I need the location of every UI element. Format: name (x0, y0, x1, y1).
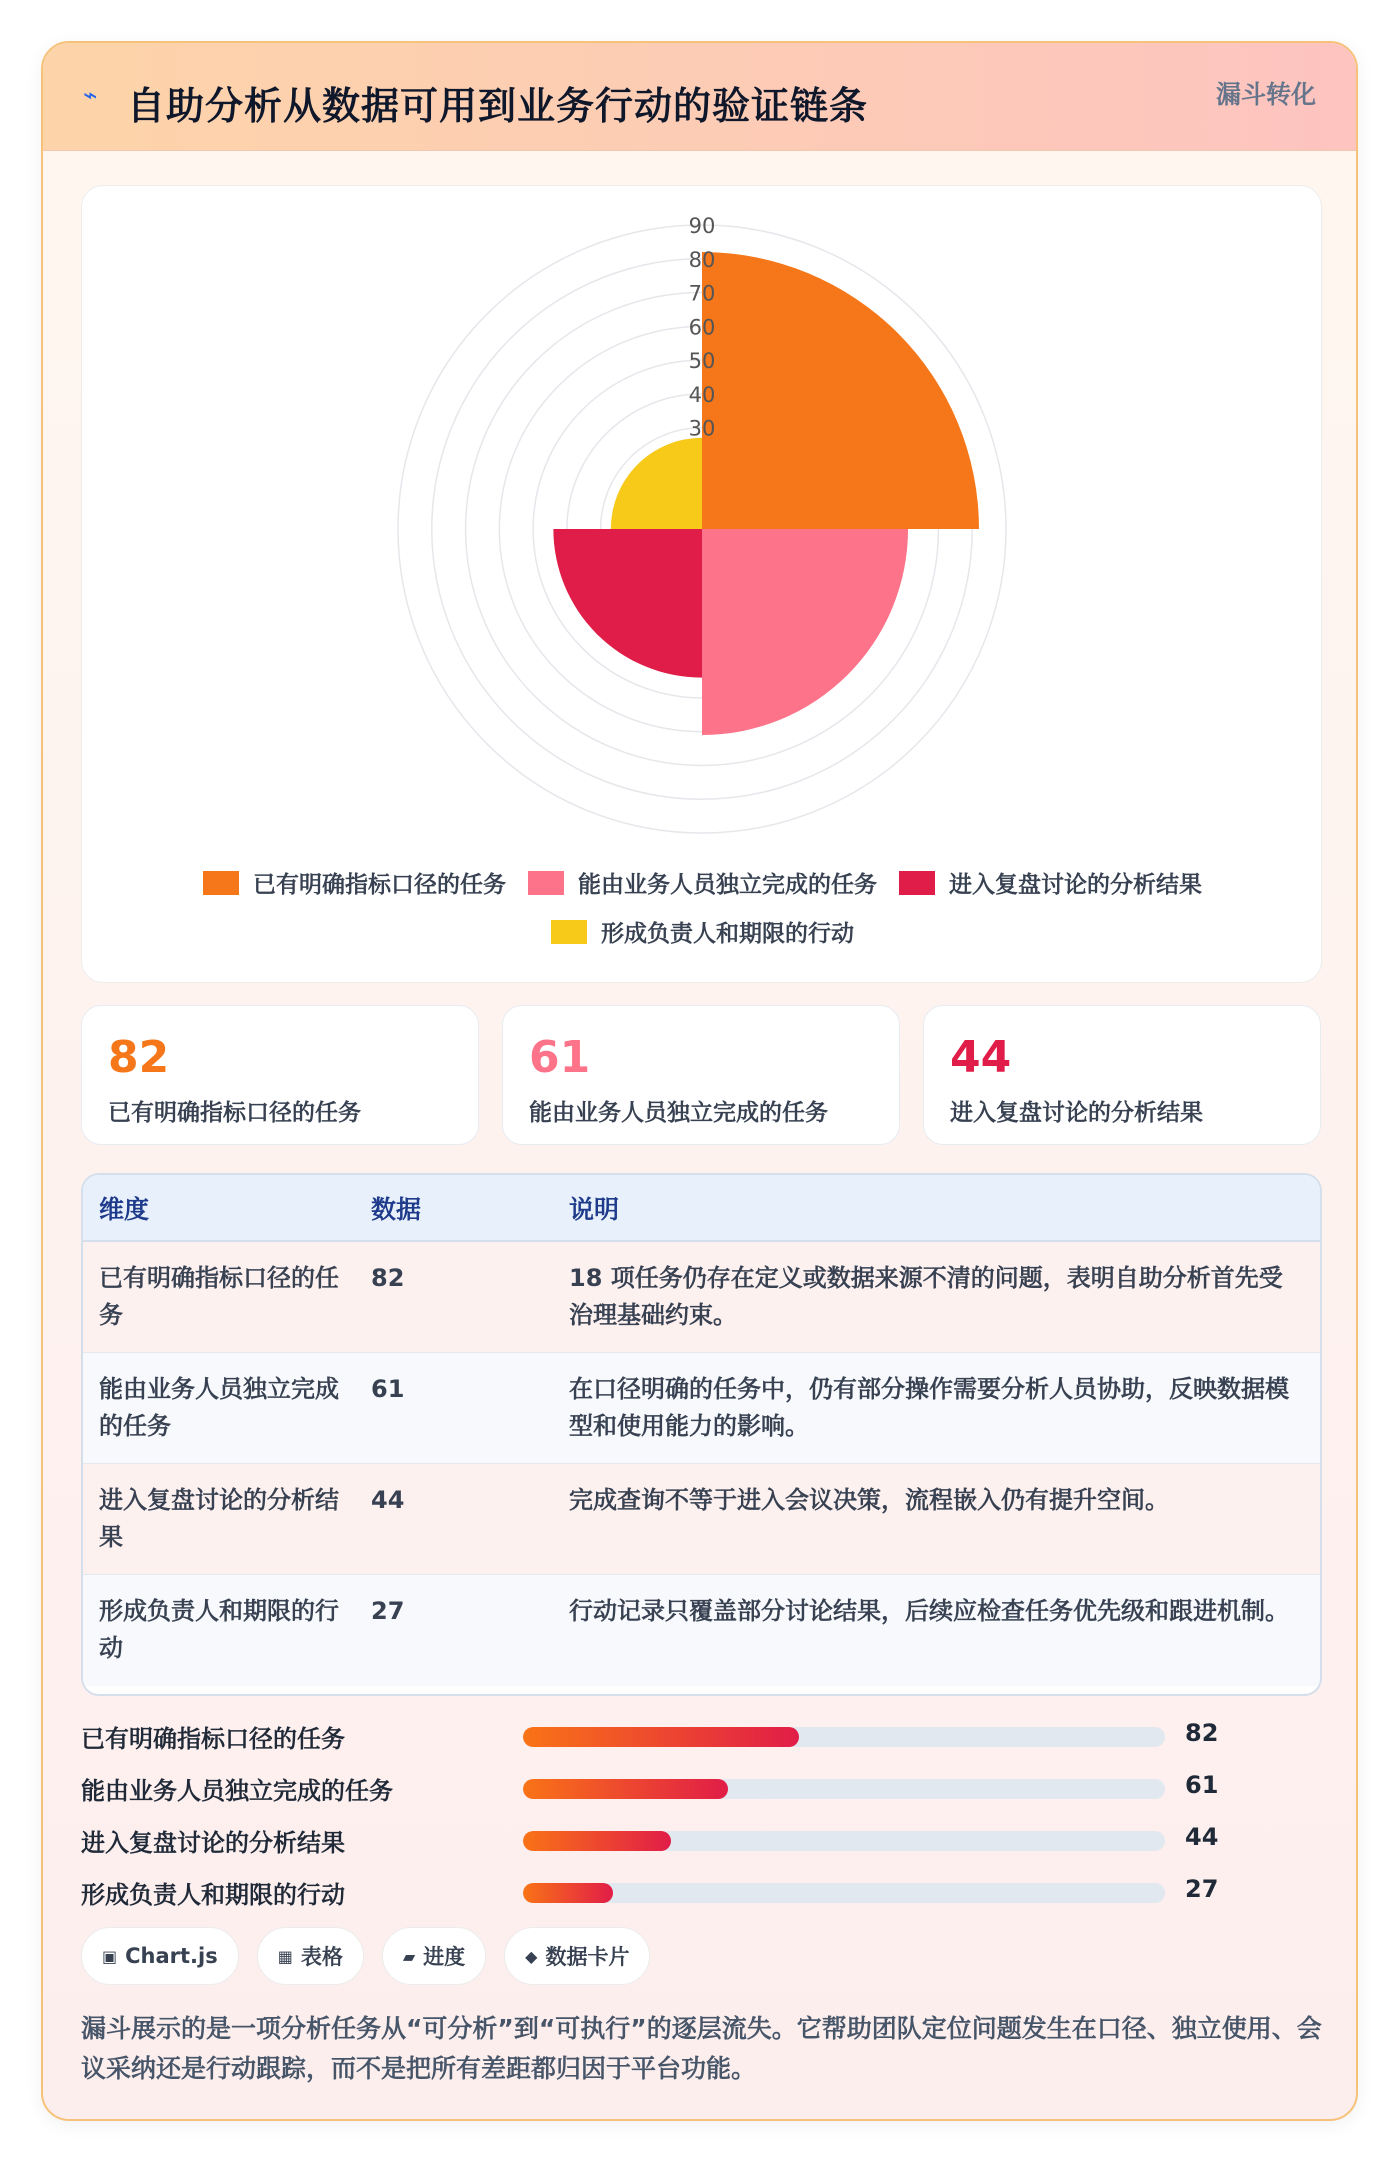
progress-fill (523, 1727, 799, 1747)
table-cell-value: 82 (355, 1241, 553, 1353)
table-cell-dimension: 能由业务人员独立完成的任务 (83, 1353, 355, 1464)
tech-chips (81, 1927, 650, 1985)
legend-item[interactable] (528, 866, 877, 899)
chip-label: Chart.js (125, 1944, 218, 1968)
table-header-row (83, 1175, 1320, 1241)
progress-fill (523, 1779, 728, 1799)
chart-legend (82, 866, 1323, 964)
progress-row (81, 1711, 1322, 1763)
column-header: 说明 (553, 1175, 1320, 1241)
progress-label: 已有明确指标口径的任务 (81, 1725, 345, 1753)
table-cell-value: 61 (355, 1353, 553, 1464)
chip-label: 数据卡片 (545, 1945, 630, 1969)
chip-label: 表格 (300, 1945, 343, 1969)
legend-item[interactable] (899, 866, 1202, 899)
chart-icon: ▣ (102, 1946, 118, 1966)
progress-fill (523, 1883, 613, 1903)
stat-card (81, 1005, 479, 1145)
polar-wedge (611, 438, 702, 529)
table-cell-dimension: 已有明确指标口径的任务 (83, 1241, 355, 1353)
progress-row (81, 1867, 1322, 1919)
card-header (43, 43, 1356, 151)
table-cell-note: 完成查询不等于进入会议决策，流程嵌入仍有提升空间。 (553, 1464, 1320, 1575)
legend-label: 已有明确指标口径的任务 (253, 872, 506, 898)
footnote: 漏斗展示的是一项分析任务从“可分析”到“可执行”的逐层流失。它帮助团队定位问题发生在口径、独立使用、会议采纳还是行动跟踪，而不是把所有差距都归因于平台功能。 (81, 2014, 1322, 2083)
table-cell-value: 27 (355, 1575, 553, 1686)
chip-progress[interactable] (382, 1927, 486, 1985)
legend-label: 进入复盘讨论的分析结果 (949, 872, 1202, 898)
progress-fill (523, 1831, 671, 1851)
stat-card (502, 1005, 900, 1145)
lightning-icon: ⌁ (83, 81, 98, 109)
table-cell-note: 行动记录只覆盖部分讨论结果，后续应检查任务优先级和跟进机制。 (553, 1575, 1320, 1686)
radial-tick-label: 30 (688, 416, 716, 441)
table-row (83, 1575, 1320, 1686)
legend-label: 形成负责人和期限的行动 (601, 921, 854, 947)
table-cell-value: 44 (355, 1464, 553, 1575)
table-cell-dimension: 进入复盘讨论的分析结果 (83, 1464, 355, 1575)
chart-type-tag: 漏斗转化 (1215, 80, 1316, 109)
legend-swatch (528, 871, 564, 895)
card-icon: ◆ (525, 1946, 538, 1966)
progress-label: 形成负责人和期限的行动 (81, 1881, 345, 1909)
table-row (83, 1241, 1320, 1353)
legend-swatch (203, 871, 239, 895)
chip-chartjs[interactable] (81, 1927, 239, 1985)
stat-label: 已有明确指标口径的任务 (108, 1100, 361, 1126)
progress-label: 能由业务人员独立完成的任务 (81, 1777, 393, 1805)
progress-track (523, 1831, 1165, 1851)
chip-table[interactable] (257, 1927, 364, 1985)
chip-label: 进度 (423, 1945, 466, 1969)
progress-track (523, 1883, 1165, 1903)
stat-value: 82 (108, 1032, 170, 1083)
legend-label: 能由业务人员独立完成的任务 (578, 872, 877, 898)
legend-item[interactable] (551, 915, 854, 948)
radial-tick-label: 70 (688, 281, 716, 306)
radial-tick-label: 50 (688, 349, 716, 374)
legend-swatch (899, 871, 935, 895)
radial-tick-label: 80 (688, 247, 716, 272)
progress-value: 27 (1185, 1875, 1219, 1903)
chart-panel (81, 185, 1322, 983)
stat-label: 能由业务人员独立完成的任务 (529, 1100, 828, 1126)
progress-list (81, 1711, 1322, 1919)
table-cell-note: 18 项任务仍存在定义或数据来源不清的问题，表明自助分析首先受治理基础约束。 (553, 1241, 1320, 1353)
legend-swatch (551, 920, 587, 944)
progress-track (523, 1779, 1165, 1799)
radial-tick-label: 60 (688, 315, 716, 340)
page-title: 自助分析从数据可用到业务行动的验证链条 (127, 84, 869, 128)
radial-tick-label: 40 (688, 382, 716, 407)
chip-data-card[interactable] (504, 1927, 650, 1985)
table-icon: ▦ (277, 1946, 293, 1966)
progress-icon: ▰ (402, 1946, 416, 1966)
progress-label: 进入复盘讨论的分析结果 (81, 1829, 345, 1857)
table-cell-note: 在口径明确的任务中，仍有部分操作需要分析人员协助，反映数据模型和使用能力的影响。 (553, 1353, 1320, 1464)
progress-value: 61 (1185, 1771, 1219, 1799)
polar-wedge (702, 252, 979, 529)
data-table (81, 1173, 1322, 1696)
legend-item[interactable] (203, 866, 506, 899)
table-row (83, 1464, 1320, 1575)
stat-value: 44 (950, 1032, 1012, 1083)
radial-tick-label: 90 (688, 214, 716, 238)
progress-row (81, 1815, 1322, 1867)
table-row (83, 1353, 1320, 1464)
column-header: 数据 (355, 1175, 553, 1241)
main-card (41, 41, 1358, 2121)
polar-area-chart (82, 186, 1323, 866)
progress-row (81, 1763, 1322, 1815)
polar-wedge (702, 529, 908, 735)
column-header: 维度 (83, 1175, 355, 1241)
progress-value: 44 (1185, 1823, 1219, 1851)
polar-wedge (553, 529, 702, 678)
stat-label: 进入复盘讨论的分析结果 (950, 1100, 1203, 1126)
progress-value: 82 (1185, 1719, 1219, 1747)
stat-card (923, 1005, 1321, 1145)
table-cell-dimension: 形成负责人和期限的行动 (83, 1575, 355, 1686)
stat-value: 61 (529, 1032, 591, 1083)
progress-track (523, 1727, 1165, 1747)
